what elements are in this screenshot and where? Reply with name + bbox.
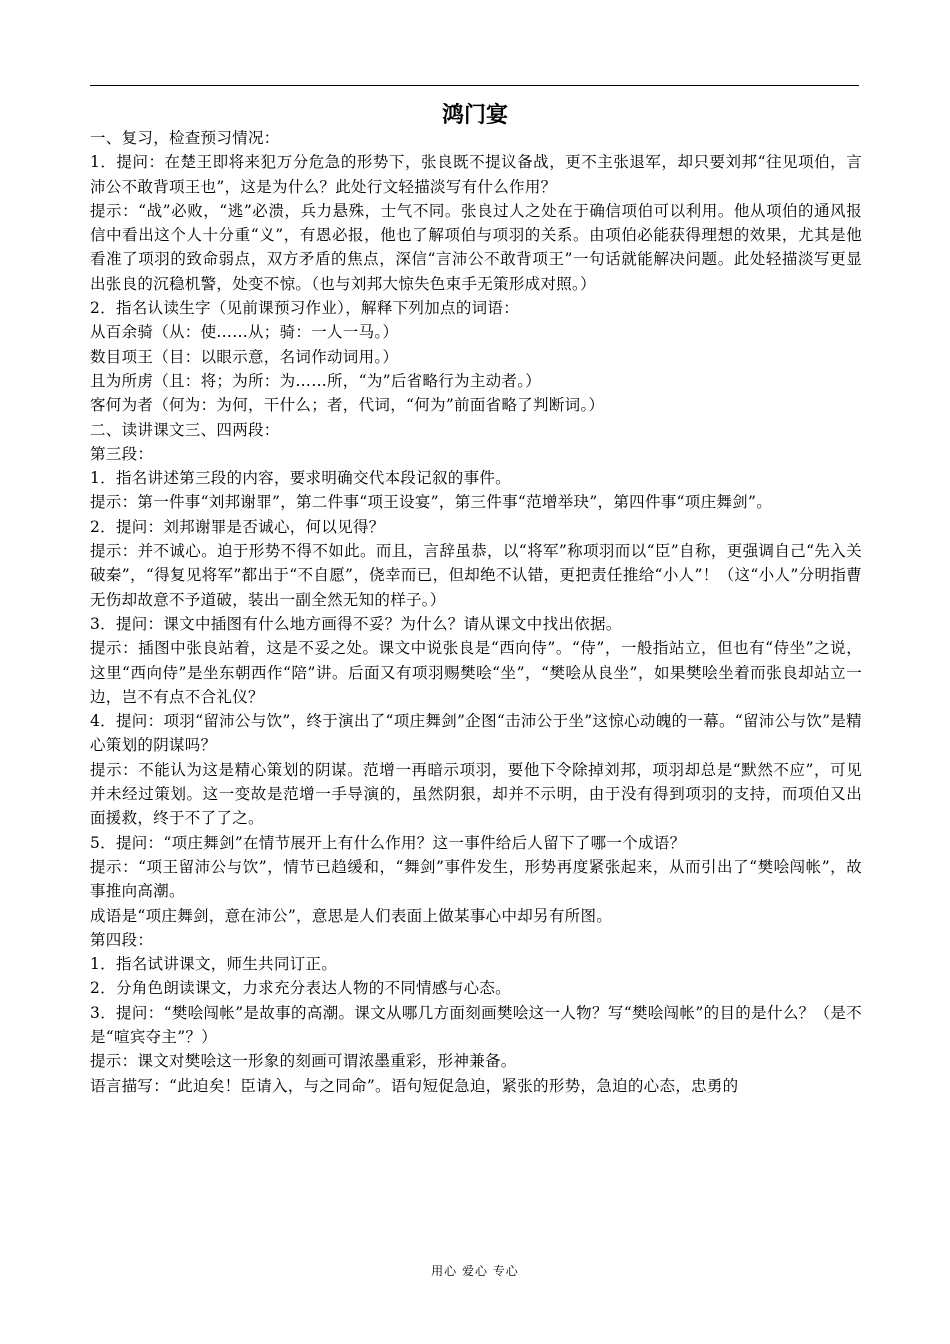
paragraph: 1．指名讲述第三段的内容，要求明确交代本段记叙的事件。	[90, 469, 511, 488]
paragraph: 2．提问：刘邦谢罪是否诚心，何以见得？	[90, 517, 385, 536]
paragraph: 一、复习，检查预习情况：	[90, 129, 280, 147]
paragraph: 提示：不能认为这是精心策划的阴谋。范增一再暗示项羽，要他下令除掉刘邦，项羽却总是“默然不应”，可见并未经过策划。这一变故是范增一手导演的，虽然阴狠，却并不示明，由于没有得到项羽的支持，而项伯又出面援救，终于不了了之。	[90, 760, 862, 828]
paragraph: 1．指名试讲课文，师生共同订正。	[90, 955, 338, 974]
paragraph: 3．提问：课文中插图有什么地方画得不妥？为什么？请从课文中找出依据。	[90, 614, 622, 633]
paragraph: 第三段：	[90, 444, 154, 463]
paragraph: 语言描写：“此迫矣！臣请入，与之同命”。语句短促急迫，紧张的形势，急迫的心态，忠勇的	[90, 1076, 739, 1095]
paragraph: 提示：第一件事“刘邦谢罪”，第二件事“项王设宴”，第三件事“范增举玦”，第四件事“项庄舞剑”。	[90, 493, 772, 512]
paragraph: 2．分角色朗读课文，力求充分表达人物的不同情感与心态。	[90, 979, 511, 998]
paragraph: 成语是“项庄舞剑，意在沛公”，意思是人们表面上做某事心中却另有所图。	[90, 906, 613, 925]
paragraph: 客何为者（何为：为何，干什么；者，代词，“何为”前面省略了判断词。）	[90, 396, 605, 415]
paragraph: 1．提问：在楚王即将来犯万分危急的形势下，张良既不提议备战，更不主张退军，却只要刘邦“往见项伯，言沛公不敢背项王也”，这是为什么？此处行文轻描淡写有什么作用？	[90, 153, 862, 196]
paragraph: 提示：“项王留沛公与饮”，情节已趋缓和，“舞剑”事件发生，形势再度紧张起来，从而引出了“樊哙闯帐”，故事推向高潮。	[90, 857, 862, 901]
page-title: 鸿门宴	[441, 103, 508, 128]
paragraph: 从百余骑（从：使……从；骑：一人一马。）	[90, 323, 399, 342]
page-footer: 用心 爱心 专心	[431, 1264, 519, 1278]
paragraph: 提示：课文对樊哙这一形象的刻画可谓浓墨重彩，形神兼备。	[90, 1052, 517, 1071]
header-rule	[90, 85, 859, 86]
paragraph: 二、读讲课文三、四两段：	[90, 420, 280, 439]
paragraph: 2．指名认读生字（见前课预习作业），解释下列加点的词语：	[90, 299, 520, 318]
paragraph: 数目项王（目：以眼示意，名词作动词用。）	[90, 347, 399, 366]
paragraph: 第四段：	[90, 930, 154, 949]
paragraph: 4．提问：项羽“留沛公与饮”，终于演出了“项庄舞剑”企图“击沛公于坐”这惊心动魄的一幕。“留沛公与饮”是精心策划的阴谋吗？	[90, 712, 862, 755]
document-body	[90, 126, 862, 1098]
paragraph: 提示：“战”必败，“逃”必溃，兵力悬殊，士气不同。张良过人之处在于确信项伯可以利用。他从项伯的通风报信中看出这个人十分重“义”，有恩必报，他也了解项伯与项羽的关系。由项伯必能获得理想的效果，尤其是他看准了项羽的致命弱点，双方矛盾的焦点，深信“言沛公不敢背项王”一句话就能解决问题。此处轻描淡写更显出张良的沉稳机警，处变不惊。（也与刘邦大惊失色束手无策形成对照。）	[90, 201, 862, 293]
paragraph: 提示：插图中张良站着，这是不妥之处。课文中说张良是“西向侍”。“侍”，一般指站立，但也有“侍坐”之说，这里“西向侍”是坐东朝西作“陪”讲。后面又有项羽赐樊哙“坐”，“樊哙从良坐”，如果樊哙坐着而张良却站立一边，岂不有点不合礼仪？	[90, 639, 862, 706]
paragraph: 提示：并不诚心。迫于形势不得不如此。而且，言辞虽恭，以“将军”称项羽而以“臣”自称，更强调自己“先入关破秦”，“得复见将军”都出于“不自愿”，侥幸而已，但却绝不认错，更把责任推给“小人”！（这“小人”分明指曹无伤却故意不予道破，装出一副全然无知的样子。）	[90, 542, 862, 609]
paragraph: 3．提问：“樊哙闯帐”是故事的高潮。课文从哪几方面刻画樊哙这一人物？写“樊哙闯帐”的目的是什么？（是不是“喧宾夺主”？）	[90, 1003, 862, 1046]
paragraph: 且为所虏（且：将；为所：为……所，“为”后省略行为主动者。）	[90, 371, 542, 390]
paragraph: 5．提问：“项庄舞剑”在情节展开上有什么作用？这一事件给后人留下了哪一个成语？	[90, 833, 686, 852]
